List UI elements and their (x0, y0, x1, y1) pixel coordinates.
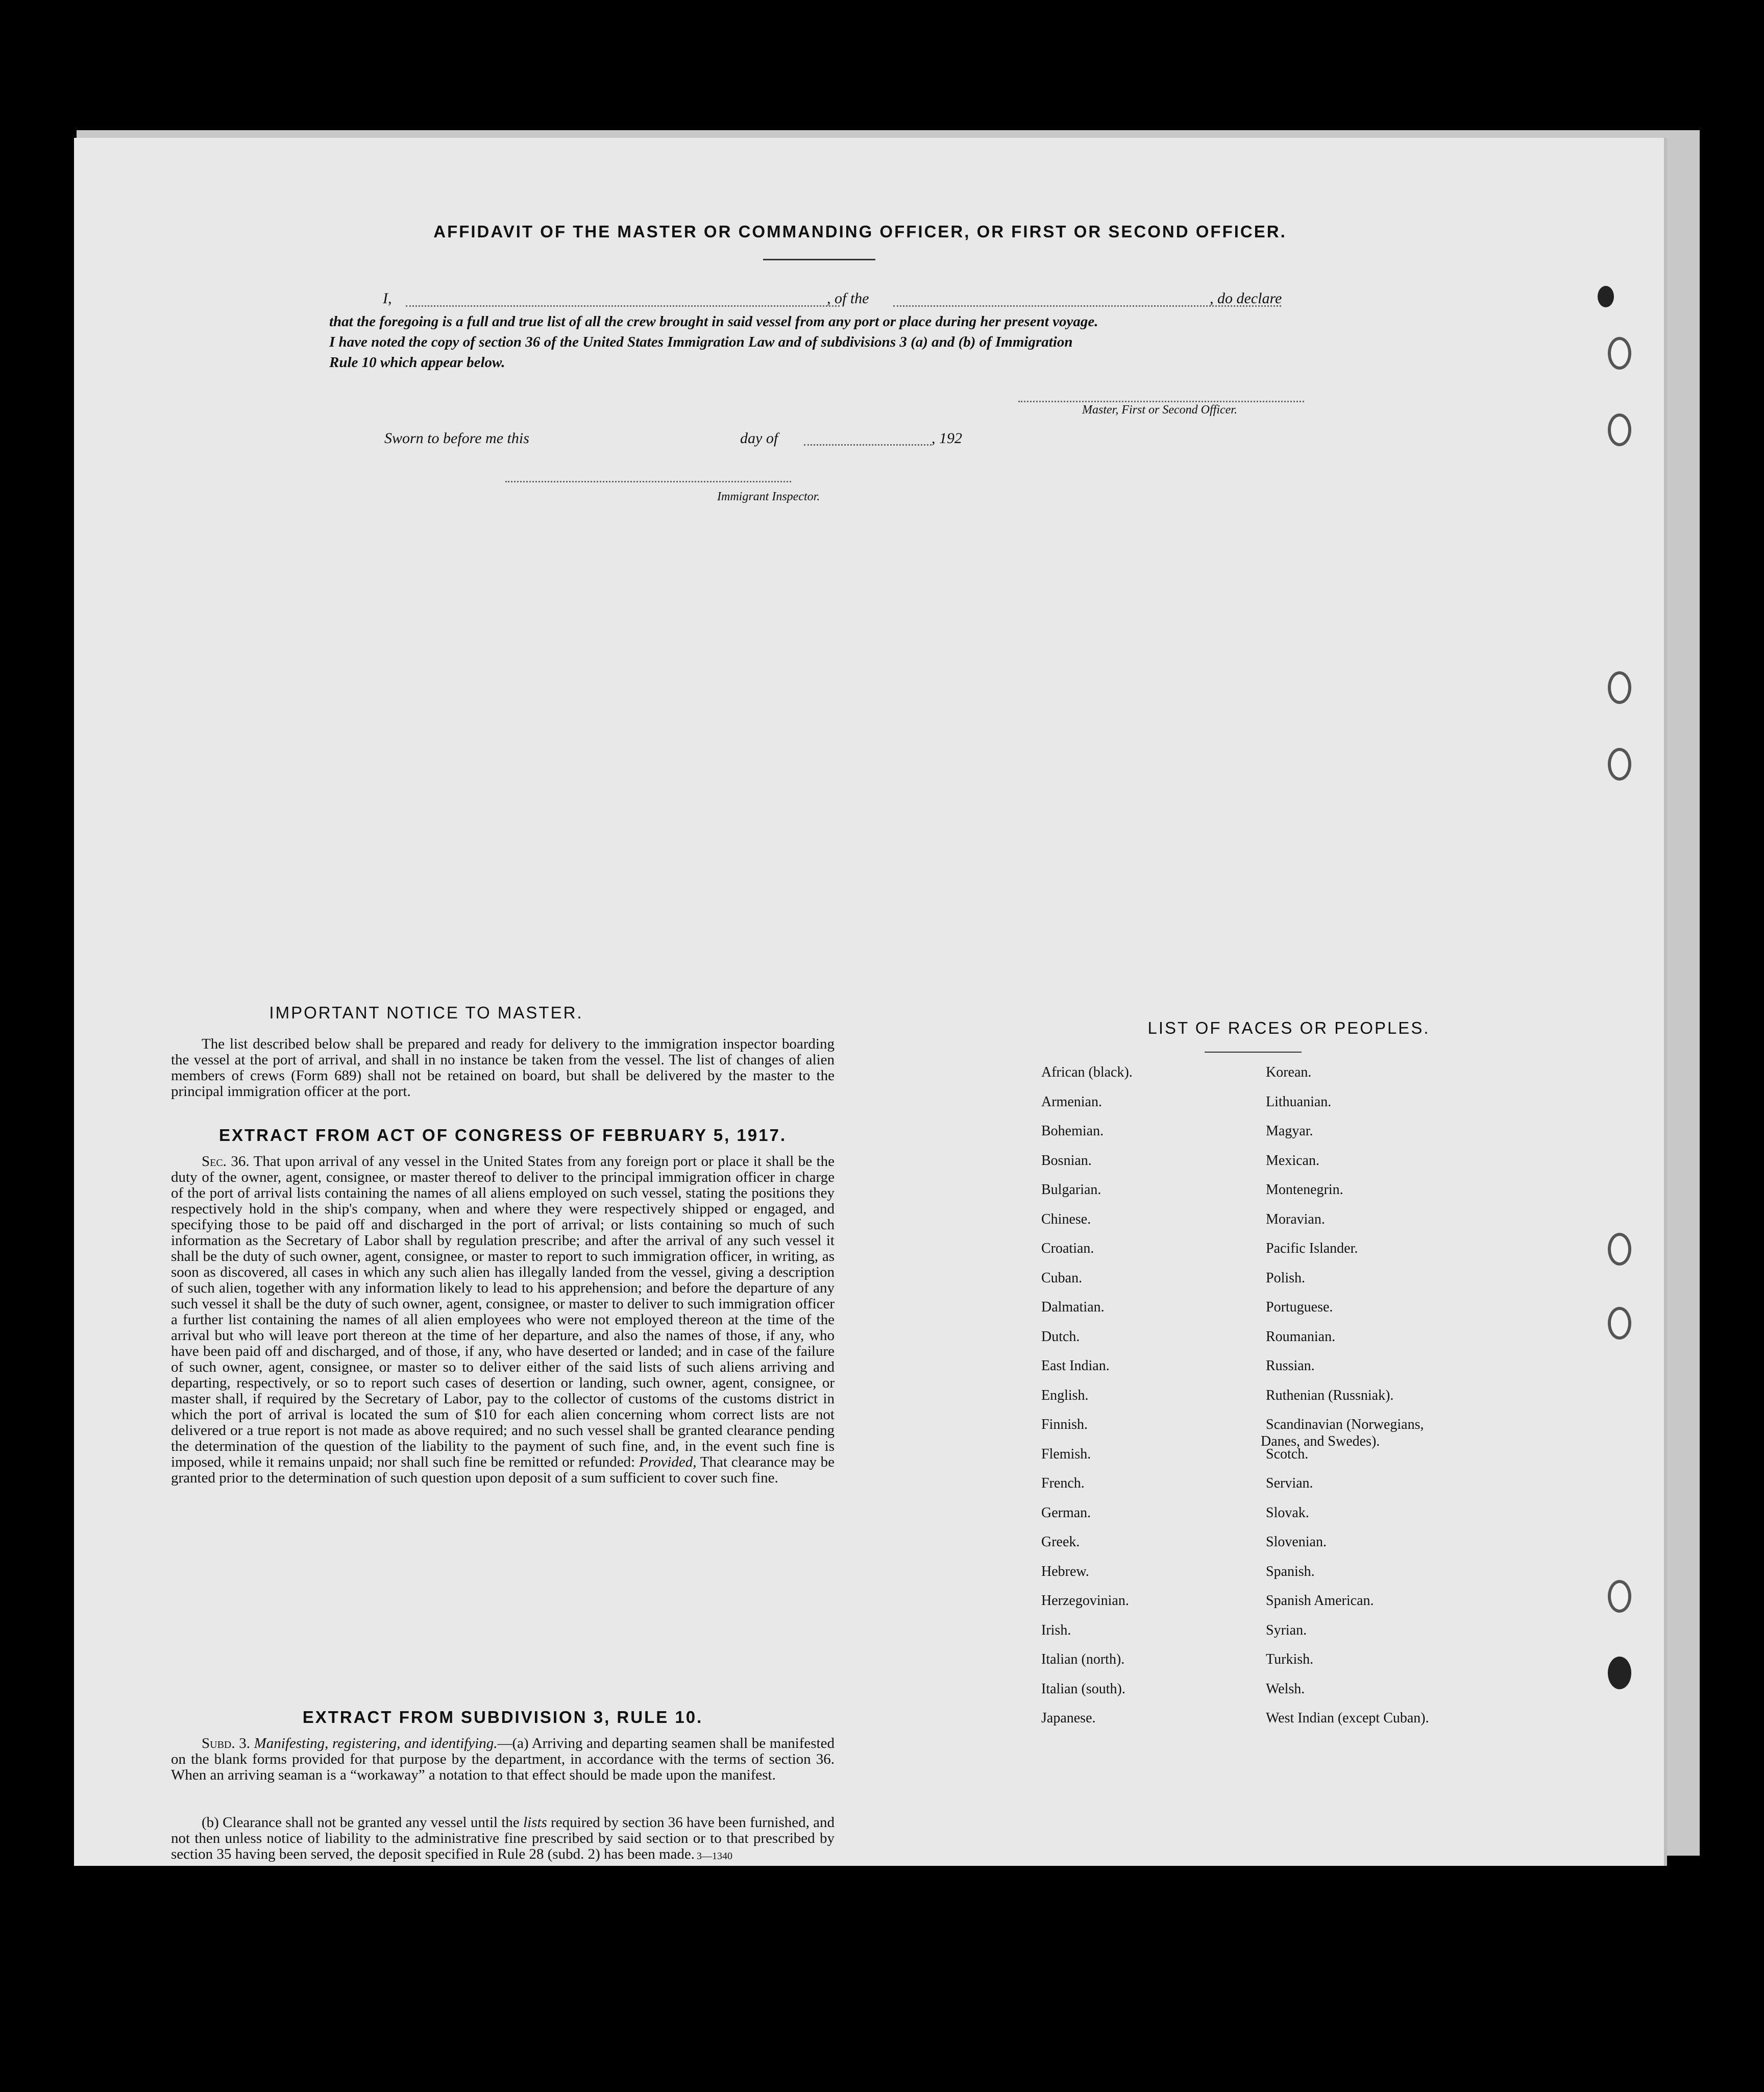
master-signature-line (1018, 401, 1304, 402)
date-blank (804, 444, 932, 446)
affidavit-of-the: , of the (827, 290, 869, 307)
race-item: Montenegrin. (1266, 1182, 1343, 1198)
affidavit-i: I, (383, 290, 392, 307)
notice-text: The list described below shall be prepared and ready for delivery to the immigration inspector boarding the vessel at the port of arrival, and shall in no instance be taken from the vessel. The list of changes of alien members of crews (Form 689) shall not be retained on board, but shall be delivered by the master to the principal immigration officer at the port. (171, 1036, 835, 1100)
para-b-lists: lists (523, 1814, 547, 1831)
race-item: Welsh. (1266, 1681, 1305, 1697)
race-item: Moravian. (1266, 1211, 1325, 1227)
races-title-rule (1205, 1052, 1302, 1053)
races-title: LIST OF RACES OR PEOPLES. (1147, 1018, 1430, 1037)
race-item: Hebrew. (1041, 1563, 1089, 1579)
act-extract-title: EXTRACT FROM ACT OF CONGRESS OF FEBRUARY 5, 1917. (218, 1126, 787, 1145)
binder-hole (1608, 1657, 1631, 1689)
binder-hole (1608, 748, 1631, 781)
binder-hole (1598, 286, 1614, 307)
affidavit-do-declare: , do declare (1210, 290, 1282, 307)
race-item: Japanese. (1041, 1710, 1096, 1726)
inspector-signature-line (505, 481, 791, 482)
race-item: African (black). (1041, 1064, 1133, 1080)
document-page (74, 138, 1667, 1866)
binder-hole (1608, 413, 1631, 446)
race-item: Herzegovinian. (1041, 1593, 1129, 1609)
rule-extract-para-b (171, 1815, 835, 1862)
race-item: Cuban. (1041, 1270, 1083, 1286)
binder-hole (1608, 671, 1631, 704)
name-blank (406, 305, 840, 307)
sworn-label: Sworn to before me this (384, 430, 529, 447)
race-item: Scandinavian (Norwegians, (1266, 1417, 1424, 1432)
race-item: Servian. (1266, 1475, 1313, 1491)
race-item: English. (1041, 1387, 1089, 1403)
affidavit-line: I have noted the copy of section 36 of the United States Immigration Law and of subdivisions 3 (a) and (b) of Immigration (329, 334, 1073, 350)
race-item: Syrian. (1266, 1622, 1307, 1638)
race-item: Italian (south). (1041, 1681, 1125, 1697)
provided-word: Provided, (639, 1454, 697, 1470)
race-item: Dutch. (1041, 1328, 1080, 1345)
day-of-label: day of (740, 430, 778, 447)
section-label: Sec. 36. (202, 1153, 250, 1170)
title-rule (763, 259, 875, 260)
inspector-signature-label: Immigrant Inspector. (717, 490, 820, 503)
race-item: Scotch. (1266, 1446, 1309, 1462)
affidavit-line: that the foregoing is a full and true list of all the crew brought in said vessel from any port or place during her present voyage. (329, 313, 1098, 330)
race-item: Spanish American. (1266, 1593, 1374, 1609)
subd-label: Subd. 3. (202, 1735, 250, 1752)
form-number: 3—1340 (697, 1851, 732, 1862)
section-text: That upon arrival of any vessel in the United States from any foreign port or place it shall be the duty of the owner, agent, consignee, or master thereof to deliver to the principal immigration officer in charge of the port of arrival lists containing the names of all aliens employed on such vessel, stating the positions they respectively hold in the ship's company, when and where they were respectively shipped or engaged, and specifying those to be paid off and discharged in the port of arrival; or lists containing so much of such information as the Secretary of Labor shall by regulation prescribe; and after the arrival of any such vessel it shall be the duty of such owner, agent, consignee, or master to report to such immigration officer, in writing, as soon as discovered, all cases in which any such alien has illegally landed from the vessel, giving a description of such alien, together with any information likely to lead to his apprehension; and before the departure of any such vessel it shall be the duty of such owner, agent, consignee, or master to deliver to such immigration officer a further list containing the names of all alien employees who were not employed thereon at the time of the arrival but who will leave port thereon at the time of her departure, and also the names of those, if any, who have been paid off and discharged, and of those, if any, who have deserted or landed; and in case of the failure of such owner, agent, consignee, or master so to deliver either of the said lists of such aliens arriving and departing, respectively, or so to report such cases of desertion or landing, such owner, agent, consignee, or master shall, if required by the Secretary of Labor, pay to the collector of customs of the customs district in which the port of arrival is located the sum of $10 for each alien concerning whom correct lists are not delivered or a true report is not made as above required; and no such vessel shall be granted clearance pending the determination of the question of the liability to the payment of such fine, and, in the event such fine is imposed, while it remains unpaid; nor shall such fine be remitted or refunded: (171, 1153, 835, 1470)
race-item: West Indian (except Cuban). (1266, 1710, 1429, 1726)
binder-hole (1608, 1307, 1631, 1340)
race-item: Flemish. (1041, 1446, 1091, 1462)
race-item: Finnish. (1041, 1417, 1088, 1432)
section-text-end: That clearance may be granted prior to the determination of such question upon deposit of a sum sufficient to cover such fine. (171, 1454, 835, 1486)
race-item: Armenian. (1041, 1093, 1102, 1110)
race-item: Bosnian. (1041, 1152, 1092, 1169)
race-item: Pacific Islander. (1266, 1240, 1358, 1256)
para-b-start: (b) Clearance shall not be granted any vessel until the (202, 1814, 520, 1831)
binder-hole (1608, 1233, 1631, 1266)
race-item: Greek. (1041, 1534, 1080, 1550)
race-item: Roumanian. (1266, 1328, 1336, 1345)
subd-heading: Manifesting, registering, and identifying. (254, 1735, 498, 1752)
race-item: Slovenian. (1266, 1534, 1327, 1550)
binder-hole (1608, 1580, 1631, 1613)
race-item-continuation: Danes, and Swedes). (1261, 1433, 1380, 1449)
race-item: East Indian. (1041, 1358, 1110, 1374)
race-item: Bulgarian. (1041, 1182, 1101, 1198)
rule-extract-para-a (171, 1736, 835, 1783)
race-item: Portuguese. (1266, 1299, 1333, 1315)
race-item: Lithuanian. (1266, 1093, 1332, 1110)
race-item: Turkish. (1266, 1651, 1314, 1667)
race-item: Russian. (1266, 1358, 1315, 1374)
affidavit-line: Rule 10 which appear below. (329, 354, 505, 371)
race-item: Korean. (1266, 1064, 1312, 1080)
rule-extract-title: EXTRACT FROM SUBDIVISION 3, RULE 10. (302, 1708, 703, 1726)
master-signature-label: Master, First or Second Officer. (1082, 403, 1237, 417)
act-extract-text (171, 1154, 835, 1486)
subd-para-a: —(a) Arriving and departing seamen shall be manifested on the blank forms provided for that purpose by the department, in accordance with the terms of section 36. When an arriving seaman is a “workaway” a notation to that effect should be made upon the manifest. (171, 1735, 835, 1783)
race-item: Spanish. (1266, 1563, 1315, 1579)
year-label: , 192 (932, 430, 962, 447)
race-item: Bohemian. (1041, 1123, 1104, 1139)
affidavit-title: AFFIDAVIT OF THE MASTER OR COMMANDING OFFICER, OR FIRST OR SECOND OFFICER. (433, 222, 1287, 241)
race-item: French. (1041, 1475, 1085, 1491)
race-item: Ruthenian (Russniak). (1266, 1387, 1394, 1403)
race-item: Mexican. (1266, 1152, 1319, 1169)
race-item: Irish. (1041, 1622, 1071, 1638)
race-item: Chinese. (1041, 1211, 1091, 1227)
para-b-end: required by section 36 have been furnished, and not then unless notice of liability to the administrative fine prescribed by said section or to that prescribed by section 35 having been served, the deposit specified in Rule 28 (subd. 2) has been made. (171, 1814, 835, 1862)
race-item: Slovak. (1266, 1504, 1309, 1521)
race-item: Croatian. (1041, 1240, 1094, 1256)
affidavit-body (329, 311, 1314, 373)
binder-hole (1608, 337, 1631, 370)
notice-title: IMPORTANT NOTICE TO MASTER. (269, 1003, 583, 1022)
race-item: Italian (north). (1041, 1651, 1125, 1667)
race-item: German. (1041, 1504, 1091, 1521)
race-item: Polish. (1266, 1270, 1306, 1286)
race-item: Dalmatian. (1041, 1299, 1105, 1315)
race-item: Magyar. (1266, 1123, 1313, 1139)
